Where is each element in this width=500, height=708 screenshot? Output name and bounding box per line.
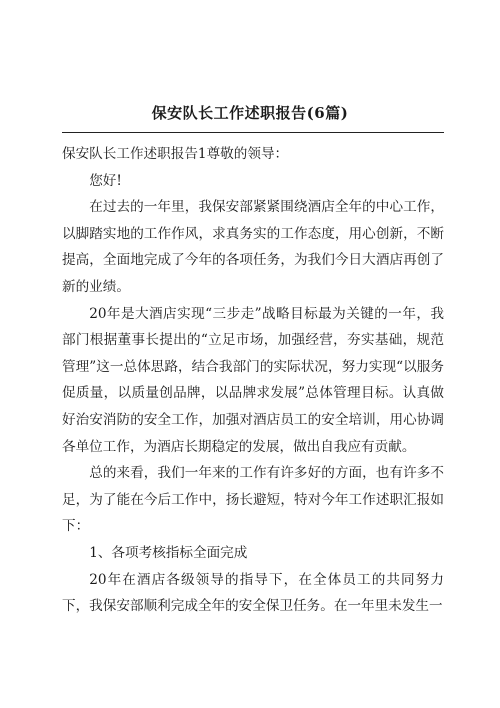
paragraph-strategy: 20年是大酒店实现“三步走”战略目标最为关键的一年，我部门根据董事长提出的“立足市场，加强经营，夯实基础，规范管理”这一总体思路，结合我部门的实际状况，努力实现“以服务促质量，以质量创品牌，以品牌求发展”总体管理目标。认真做好治安消防的安全工作，加强对酒店员工的安全培训，用心协调各单位工作，为酒店长期稳定的发展，做出自我应有贡献。 xyxy=(62,305,444,455)
paragraph-section-1: 20年在酒店各级领导的指导下，在全体员工的共同努力下，我保安部顺利完成全年的安全保卫任务。在一年里未发生一 xyxy=(62,571,444,615)
report-heading-line: 保安队长工作述职报告1尊敬的领导： xyxy=(62,146,289,162)
document-body xyxy=(62,141,444,620)
section-heading: 1、各项考核指标全面完成 xyxy=(89,544,248,561)
title-divider xyxy=(62,132,444,133)
paragraph-summary: 总的来看，我们一年来的工作有许多好的方面，也有许多不足，为了能在今后工作中，扬长避短，特对今年工作述职汇报如下： xyxy=(62,465,444,535)
paragraph-intro: 在过去的一年里，我保安部紧紧围绕酒店全年的中心工作，以脚踏实地的工作作风，求真务实的工作态度，用心创新，不断提高，全面地完成了今年的各项任务，为我们今日大酒店再创了新的业绩。 xyxy=(62,199,444,295)
greeting: 您好! xyxy=(89,172,122,189)
document-title: 保安队长工作述职报告(6篇) xyxy=(151,104,349,122)
